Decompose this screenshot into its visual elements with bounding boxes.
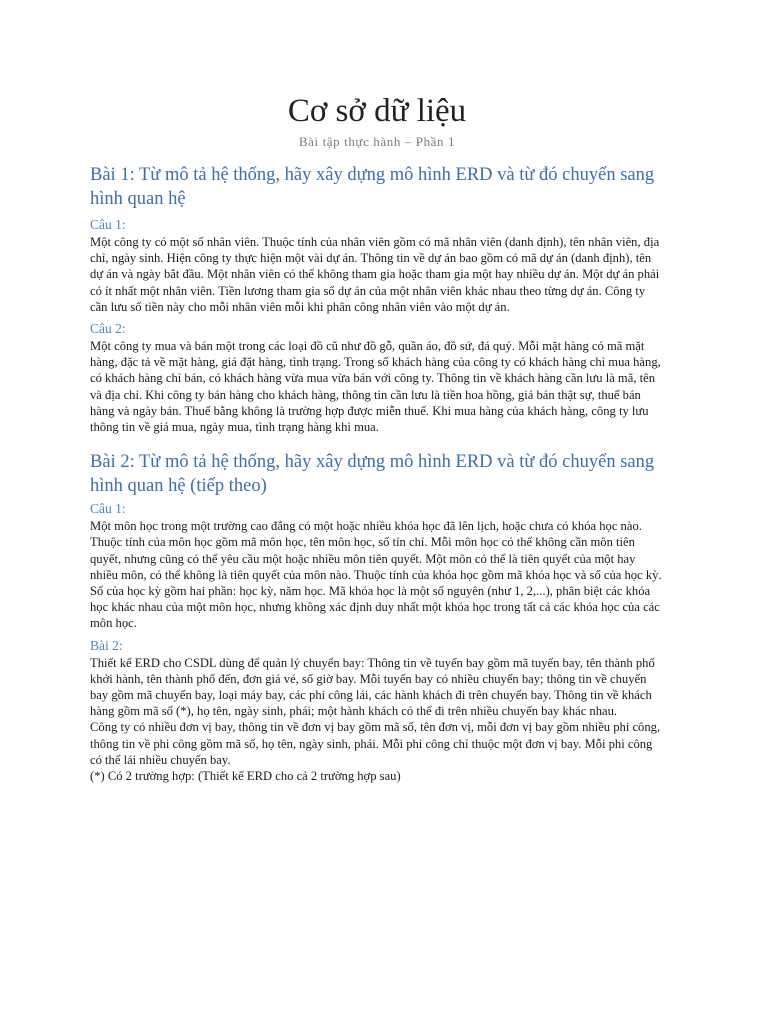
exercise-2-question-2-text-continued: Công ty có nhiều đơn vị bay, thông tin về đơn vị bay gồm mã số, tên đơn vị, mỗi đơn vị bay gồm nhiều phi công, thông tin về phi công gồm mã số, họ tên, ngày sinh, phái. Mỗi phi công chỉ thuộc một đơn vị bay. Mỗi phi công có thể lái nhiều chuyến bay.	[90, 720, 661, 767]
exercise-2-question-2-label: Bài 2:	[90, 637, 123, 653]
exercise-2-section	[90, 450, 664, 784]
exercise-1-section	[90, 163, 664, 435]
exercise-2-question-2-note: (*) Có 2 trường hợp: (Thiết kế ERD cho cả 2 trường hợp sau)	[90, 769, 401, 784]
exercise-2-question-1-label: Câu 1:	[90, 501, 126, 517]
exercise-1-question-1-text: Một công ty có một số nhân viên. Thuộc tính của nhân viên gồm có mã nhân viên (danh định), tên nhân viên, địa chỉ, ngày sinh. Hiện công ty thực hiện một vài dự án. Thông tin về dự án bao gồm có mã dự án (danh định), tên dự án và ngày bắt đầu. Một nhân viên có thể không tham gia hoặc tham gia một hay nhiều dự án. Một dự án phải có ít nhất một nhân viên. Tiền lương tham gia số dự án của một nhân viên khác nhau theo từng dự án. Công ty cần lưu số tiền này cho mỗi nhân viên mỗi khi phân công nhân viên vào một dự án.	[90, 235, 660, 314]
exercise-2-question-2-text: Thiết kế ERD cho CSDL dùng để quản lý chuyến bay: Thông tin về tuyến bay gồm mã tuyến bay, tên thành phố khởi hành, tên thành phố đến, đơn giá vé, số giờ bay. Mỗi tuyến bay có nhiều chuyến bay; thông tin về chuyến bay gồm mã chuyến bay, loại máy bay, các phi công lái, các hành khách đi trên chuyến bay. Thông tin về khách hàng gồm mã số (*), họ tên, ngày sinh, phái; một hành khách có thể đi trên nhiều chuyến bay khác nhau.	[90, 655, 655, 719]
exercise-1-question-1-label: Câu 1:	[90, 217, 126, 232]
document-subtitle: Bài tập thực hành – Phần 1	[298, 134, 456, 149]
exercise-2-heading: Bài 2: Từ mô tả hệ thống, hãy xây dựng mô hình ERD và từ đó chuyển sang hình quan hệ (tiếp theo)	[90, 452, 655, 497]
exercise-2-question-1-text: Một môn học trong một trường cao đẳng có một hoặc nhiều khóa học đã lên lịch, hoặc chưa có khóa học nào. Thuộc tính của môn học gồm mã môn học, tên môn học, số tín chỉ. Mỗi môn học có thể không cần môn tiên quyết, nhưng cũng có thể yêu cầu một hoặc nhiều môn tiên quyết. Một môn có thể là tiên quyết của một hay nhiều môn, có thể không là tiên quyết của môn nào. Thuộc tính của khóa học gồm mã khóa học và số của học kỳ. Số của học kỳ gồm hai phần: học kỳ, năm học. Mã khóa học là một số nguyên (như 1, 2,...), phân biệt các khóa học khác nhau của một môn học, nhưng không xác định duy nhất một khóa học trong tất cả các khóa học của các môn học.	[90, 519, 662, 631]
document-title: Cơ sở dữ liệu	[287, 93, 467, 129]
exercise-1-question-2-text: Một công ty mua và bán một trong các loại đồ cũ như đồ gỗ, quần áo, đồ sứ, đá quý. Mỗi mặt hàng có mã mặt hàng, đặc tả về mặt hàng, giá đặt hàng, tình trạng. Trong số khách hàng của công ty có khách hàng chỉ mua hàng, có khách hàng chỉ bán, có khách hàng vừa mua vừa bán với công ty. Thông tin về khách hàng cần lưu là mã, tên và địa chỉ. Khi công ty bán hàng cho khách hàng, thông tin cần lưu là tiền hoa hồng, giá bán thật sự, thuế bán hàng và ngày bán. Thuế bằng không là trường hợp được miễn thuế. Khi mua hàng của khách hàng, công ty lưu thông tin về giá mua, ngày mua, tình trạng hàng khi mua.	[90, 339, 661, 435]
exercise-1-heading: Bài 1: Từ mô tả hệ thống, hãy xây dựng mô hình ERD và từ đó chuyển sang hình quan hệ	[90, 165, 655, 209]
exercise-1-question-2-label: Câu 2:	[90, 321, 126, 337]
